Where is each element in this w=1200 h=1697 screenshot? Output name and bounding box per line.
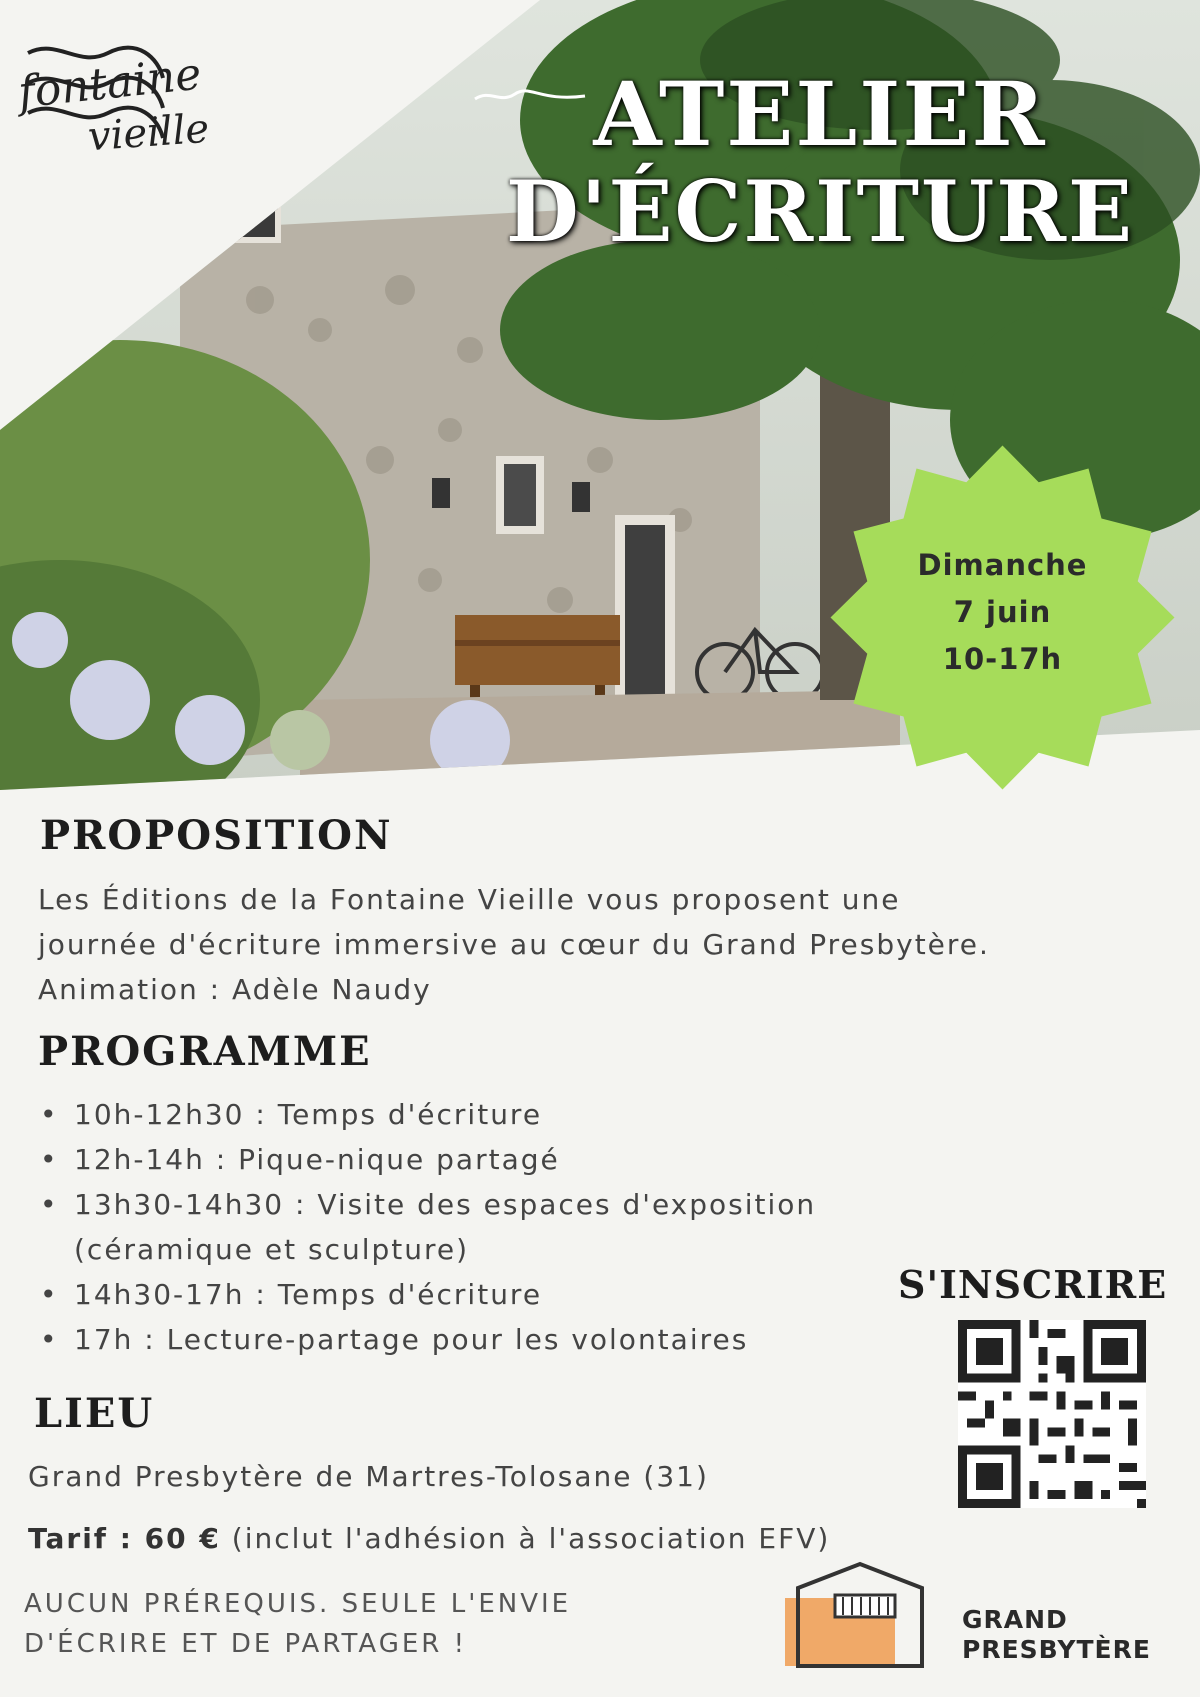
list-item: • 10h-12h30 : Temps d'écriture [40, 1092, 816, 1137]
tarif [28, 1522, 830, 1555]
note-line: AUCUN PRÉREQUIS. SEULE L'ENVIE [24, 1589, 572, 1619]
proposition-heading: PROPOSITION [40, 812, 393, 859]
list-item: • 12h-14h : Pique-nique partagé [40, 1137, 816, 1182]
proposition-line: Les Éditions de la Fontaine Vieille vous proposent une [38, 883, 901, 916]
note-line: D'ÉCRIRE ET DE PARTAGER ! [24, 1629, 468, 1659]
squiggle-icon [470, 84, 590, 108]
title-line1: ATELIER [593, 62, 1047, 166]
programme-item: (céramique et sculpture) [74, 1233, 470, 1266]
programme-item: 14h30-17h : Temps d'écriture [74, 1278, 543, 1311]
inscrire-heading: S'INSCRIRE [898, 1262, 1168, 1307]
programme-item: 12h-14h : Pique-nique partagé [74, 1143, 560, 1176]
logo-text-line2: vieille [86, 105, 211, 161]
proposition-text [38, 877, 990, 1012]
qr-code-icon[interactable] [958, 1320, 1146, 1508]
tarif-label: Tarif : 60 € [28, 1522, 221, 1555]
programme-item: 17h : Lecture-partage pour les volontaires [74, 1323, 749, 1356]
partner-line1: GRAND [962, 1605, 1068, 1634]
programme-item: 13h30-14h30 : Visite des espaces d'exposition [74, 1188, 817, 1221]
fontaine-vieille-logo [15, 38, 358, 168]
list-item: • 13h30-14h30 : Visite des espaces d'exposition [40, 1182, 816, 1227]
list-item: • 14h30-17h : Temps d'écriture [40, 1272, 816, 1317]
list-item-continuation [40, 1227, 816, 1272]
partner-name [962, 1605, 1151, 1665]
badge-hours: 10-17h [942, 642, 1063, 676]
partner-line2: PRESBYTÈRE [962, 1635, 1151, 1664]
house-icon [780, 1560, 940, 1670]
programme-item: 10h-12h30 : Temps d'écriture [74, 1098, 543, 1131]
proposition-line: journée d'écriture immersive au cœur du Grand Presbytère. [38, 928, 990, 961]
event-title [470, 62, 1170, 261]
lieu-address: Grand Presbytère de Martres-Tolosane (31) [28, 1460, 709, 1493]
badge-day: Dimanche [917, 548, 1088, 582]
title-line2: D'ÉCRITURE [505, 162, 1135, 261]
tarif-detail: (inclut l'adhésion à l'association EFV) [220, 1522, 831, 1555]
date-badge [825, 542, 1180, 683]
waves-icon [18, 38, 168, 158]
logo-text-line1: fontaine [15, 48, 204, 119]
closing-note [24, 1584, 571, 1664]
programme-heading: PROGRAMME [38, 1028, 372, 1075]
programme-list [40, 1092, 816, 1362]
list-item: • 17h : Lecture-partage pour les volontaires [40, 1317, 816, 1362]
lieu-heading: LIEU [34, 1390, 155, 1437]
proposition-line: Animation : Adèle Naudy [38, 973, 432, 1006]
badge-date: 7 juin [953, 595, 1052, 629]
